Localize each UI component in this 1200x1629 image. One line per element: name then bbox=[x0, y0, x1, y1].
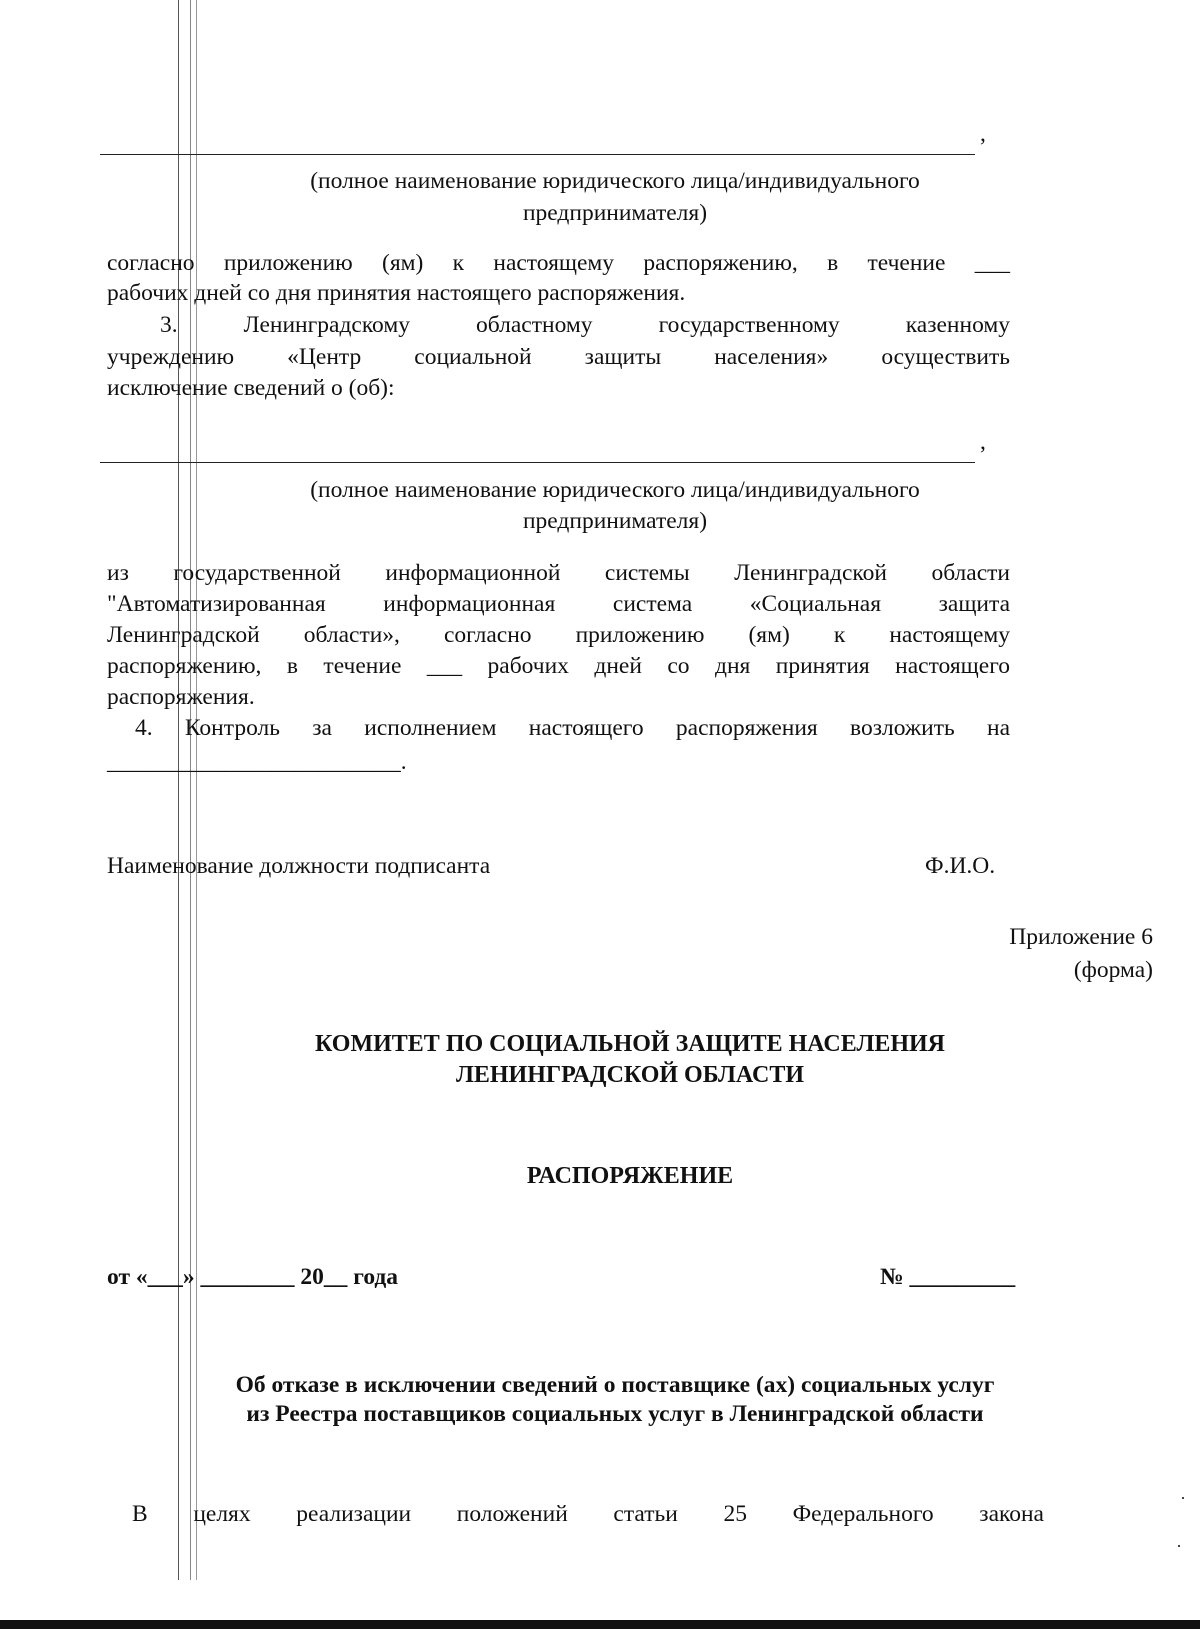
scan-bottom-edge bbox=[0, 1620, 1200, 1629]
caption: предпринимателя) bbox=[522, 200, 708, 226]
signatory-name: Ф.И.О. bbox=[925, 853, 996, 879]
caption: предпринимателя) bbox=[522, 508, 708, 534]
paragraph-line: согласно приложению (ям) к настоящему распоряжению, в течение ___ bbox=[107, 250, 1010, 276]
paragraph-line: 3. Ленинградскому областному государственному казенному bbox=[160, 312, 1010, 338]
date-line: от «___» ________ 20__ года bbox=[107, 1264, 399, 1290]
signatory-position: Наименование должности подписанта bbox=[107, 853, 491, 879]
org-name: КОМИТЕТ ПО СОЦИАЛЬНОЙ ЗАЩИТЕ НАСЕЛЕНИЯ bbox=[315, 1031, 945, 1057]
comma: , bbox=[980, 121, 986, 147]
paragraph-line: распоряжения. bbox=[107, 684, 255, 710]
paragraph-line: Ленинградской области», согласно приложению (ям) к настоящему bbox=[107, 622, 1010, 648]
paragraph-line: рабочих дней со дня принятия настоящего распоряжения. bbox=[107, 280, 686, 306]
document-number: № _________ bbox=[880, 1264, 1016, 1290]
scan-artifact-line bbox=[190, 0, 191, 1580]
paragraph-line: _________________________. bbox=[107, 749, 407, 775]
comma: , bbox=[980, 429, 986, 455]
fill-in-line bbox=[100, 462, 975, 463]
appendix-form-label: (форма) bbox=[1073, 957, 1153, 983]
paragraph-line: 4. Контроль за исполнением настоящего распоряжения возложить на bbox=[135, 715, 1010, 741]
scan-speck bbox=[1178, 1545, 1180, 1547]
caption: (полное наименование юридического лица/индивидуального bbox=[310, 477, 920, 503]
scan-speck bbox=[1182, 1497, 1184, 1499]
fill-in-line bbox=[100, 154, 975, 155]
paragraph-line: из государственной информационной системы Ленинградской области bbox=[107, 560, 1010, 586]
scan-artifact-line bbox=[178, 0, 179, 1580]
paragraph-line: распоряжению, в течение ___ рабочих дней со дня принятия настоящего bbox=[107, 653, 1010, 679]
paragraph-line: учреждению «Центр социальной защиты населения» осуществить bbox=[107, 344, 1010, 370]
org-name: ЛЕНИНГРАДСКОЙ ОБЛАСТИ bbox=[455, 1062, 805, 1088]
caption: (полное наименование юридического лица/индивидуального bbox=[310, 168, 920, 194]
paragraph-line: В целях реализации положений статьи 25 Федерального закона bbox=[132, 1501, 1044, 1527]
document-subject: из Реестра поставщиков социальных услуг в Ленинградской области bbox=[246, 1401, 984, 1427]
document-type: РАСПОРЯЖЕНИЕ bbox=[526, 1163, 734, 1189]
scan-artifact-line bbox=[196, 0, 197, 1580]
paragraph-line: "Автоматизированная информационная система «Социальная защита bbox=[107, 591, 1010, 617]
paragraph-line: исключение сведений о (об): bbox=[107, 375, 395, 401]
document-subject: Об отказе в исключении сведений о поставщике (ах) социальных услуг bbox=[235, 1372, 995, 1398]
appendix-label: Приложение 6 bbox=[1009, 924, 1153, 950]
